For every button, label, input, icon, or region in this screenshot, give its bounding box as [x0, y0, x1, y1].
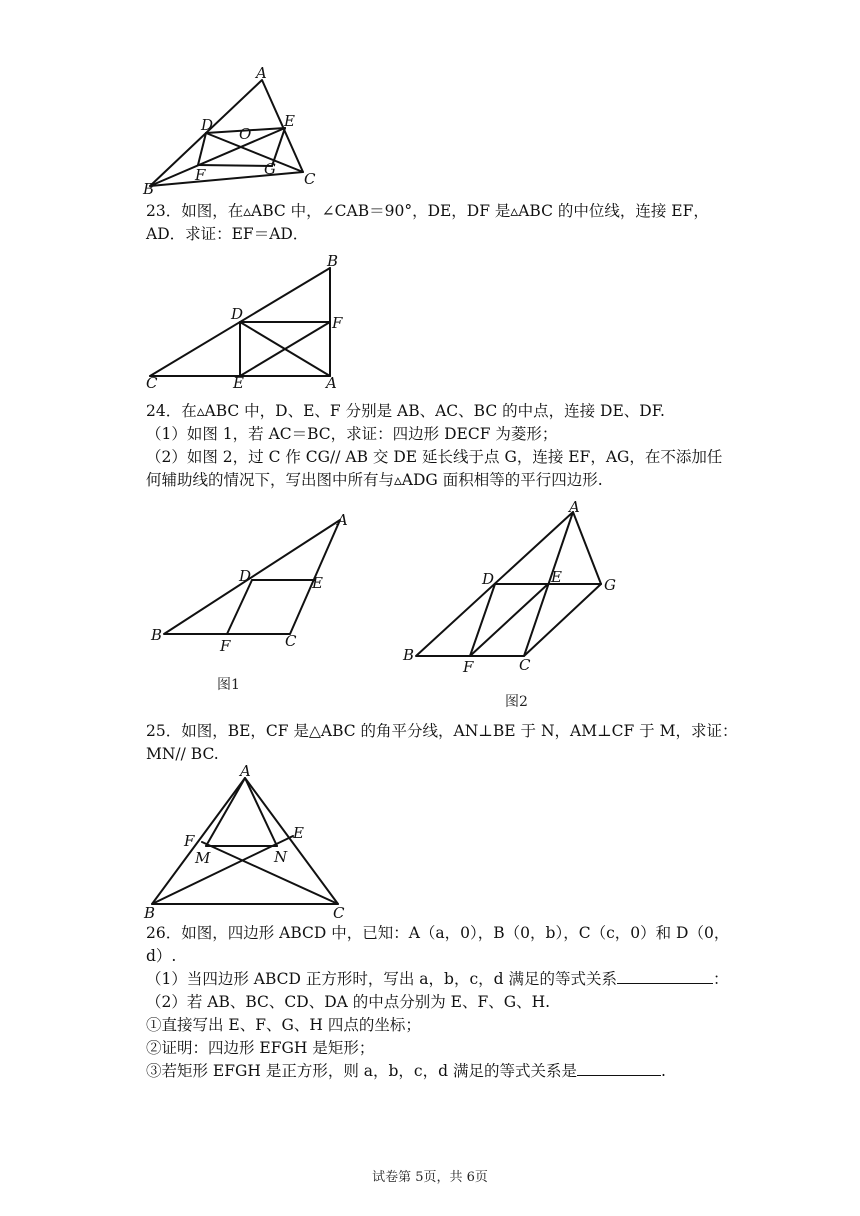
q26-line1: 26．如图，四边形 ABCD 中，已知：A（a，0），B（0，b），C（c，0）和 D（0， — [146, 924, 730, 942]
figure-q24-1 — [140, 506, 370, 696]
label-B: B — [327, 252, 339, 270]
q26-line4: （2）若 AB、BC、CD、DA 的中点分别为 E、F、G、H. — [146, 993, 551, 1011]
label-D: D — [239, 567, 252, 585]
q25-line2: MN// BC. — [146, 745, 219, 763]
q26-line3 — [146, 968, 729, 991]
page-footer: 试卷第 5页，共 6页 — [372, 1170, 488, 1185]
label-D: D — [201, 116, 214, 134]
label-C: C — [285, 632, 297, 650]
label-B: B — [403, 646, 415, 664]
label-A: A — [569, 498, 580, 516]
label-E: E — [233, 374, 244, 392]
label-F: F — [332, 314, 343, 332]
question-25 — [146, 720, 737, 766]
figure-q25 — [140, 762, 360, 922]
question-23 — [146, 200, 709, 246]
question-24 — [146, 400, 722, 492]
label-O: O — [239, 125, 252, 143]
label-F: F — [184, 832, 195, 850]
label-B: B — [143, 180, 155, 198]
figure-q24-2 — [398, 498, 638, 716]
q26-line6: ②证明：四边形 EFGH 是矩形； — [146, 1039, 375, 1057]
label-F: F — [220, 637, 231, 655]
label-E: E — [293, 824, 304, 842]
q26-line7-text: ③若矩形 EFGH 是正方形，则 a，b，c，d 满足的等式关系是 — [146, 1062, 577, 1080]
label-E: E — [551, 568, 562, 586]
q26-line5: ①直接写出 E、F、G、H 四点的坐标； — [146, 1016, 421, 1034]
label-C: C — [333, 904, 345, 922]
q26-line7 — [146, 1060, 729, 1083]
answer-blank-1[interactable] — [617, 969, 713, 984]
q24-line4: 何辅助线的情况下，写出图中所有与▵ADG 面积相等的平行四边形. — [146, 471, 603, 489]
q24-line1: 24．在▵ABC 中，D、E、F 分别是 AB、AC、BC 的中点，连接 DE、DF. — [146, 402, 665, 420]
label-N: N — [274, 848, 288, 866]
figure-caption: 图1 — [217, 677, 240, 693]
label-A: A — [256, 64, 267, 82]
label-M: M — [195, 849, 211, 867]
label-A: A — [337, 511, 348, 529]
label-E: E — [284, 112, 295, 130]
label-G: G — [264, 160, 276, 178]
label-G: G — [604, 576, 616, 594]
figure-q22 — [140, 64, 330, 198]
label-D: D — [482, 570, 495, 588]
q26-line3-end: ： — [713, 970, 729, 988]
figure-caption: 图2 — [505, 694, 528, 710]
q24-line3: （2）如图 2，过 C 作 CG// AB 交 DE 延长线于点 G，连接 EF，AG，在不添加任 — [146, 448, 723, 466]
q23-line1: 23．如图，在▵ABC 中，∠CAB＝90°，DE，DF 是▵ABC 的中位线，连接 EF， — [146, 202, 709, 220]
label-D: D — [231, 305, 244, 323]
label-F: F — [195, 166, 206, 184]
label-B: B — [144, 904, 156, 922]
label-A: A — [326, 374, 337, 392]
label-C: C — [146, 374, 158, 392]
label-E: E — [312, 574, 323, 592]
label-B: B — [151, 626, 163, 644]
label-C: C — [519, 656, 531, 674]
question-26 — [146, 922, 729, 1083]
answer-blank-2[interactable] — [577, 1061, 661, 1076]
figure-q23 — [140, 252, 350, 392]
q26-line2: d）. — [146, 947, 177, 965]
label-C: C — [304, 170, 316, 188]
q26-line3-text: （1）当四边形 ABCD 正方形时，写出 a，b，c，d 满足的等式关系 — [146, 970, 617, 988]
q24-line2: （1）如图 1，若 AC＝BC，求证：四边形 DECF 为菱形； — [146, 425, 558, 443]
label-A: A — [240, 762, 251, 780]
label-F: F — [463, 658, 474, 676]
q23-line2: AD．求证：EF＝AD． — [146, 225, 309, 243]
q26-line7-end: . — [660, 1062, 666, 1080]
q25-line1: 25．如图，BE，CF 是△ABC 的角平分线，AN⊥BE 于 N，AM⊥CF 于 M，求证： — [146, 722, 738, 740]
